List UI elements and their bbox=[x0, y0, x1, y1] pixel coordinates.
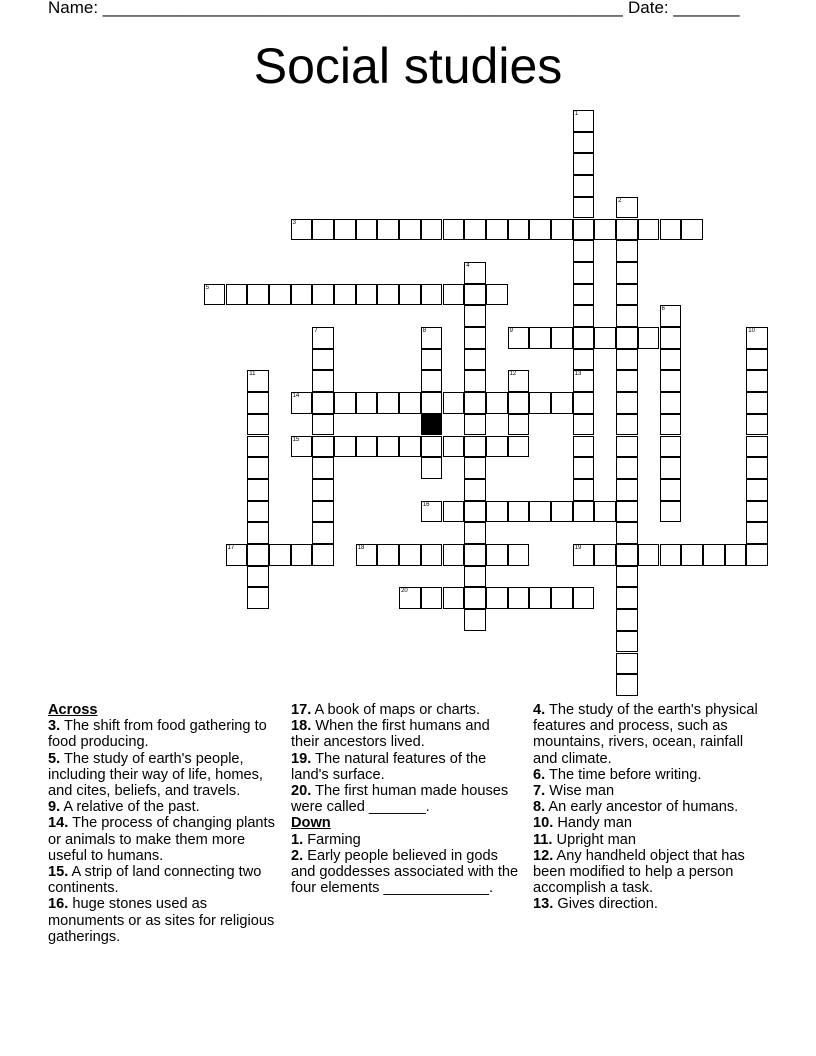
grid-cell[interactable] bbox=[638, 327, 660, 349]
grid-cell[interactable] bbox=[616, 566, 638, 588]
grid-cell[interactable] bbox=[529, 392, 551, 414]
grid-cell[interactable] bbox=[573, 457, 595, 479]
grid-cell[interactable] bbox=[312, 544, 334, 566]
down-clue-list-continued bbox=[533, 702, 763, 913]
grid-cell[interactable] bbox=[703, 544, 725, 566]
grid-cell[interactable] bbox=[312, 522, 334, 544]
clue-number: 14 bbox=[292, 393, 300, 400]
grid-cell[interactable] bbox=[247, 501, 269, 523]
grid-cell[interactable] bbox=[486, 544, 508, 566]
clue-item bbox=[291, 702, 521, 718]
grid-cell[interactable] bbox=[486, 219, 508, 241]
clue-number: 16 bbox=[422, 501, 430, 508]
clue-item-number: 10. bbox=[533, 815, 554, 832]
grid-cell[interactable] bbox=[443, 501, 465, 523]
grid-cell[interactable] bbox=[356, 219, 378, 241]
clue-item bbox=[533, 848, 763, 897]
clue-number: 8 bbox=[422, 328, 427, 334]
grid-cell[interactable] bbox=[399, 392, 421, 414]
grid-cell[interactable] bbox=[508, 392, 530, 414]
grid-cell[interactable] bbox=[660, 305, 682, 327]
grid-cell[interactable] bbox=[486, 284, 508, 306]
grid-cell[interactable] bbox=[464, 305, 486, 327]
grid-cell[interactable] bbox=[616, 674, 638, 696]
grid-cell[interactable] bbox=[660, 414, 682, 436]
grid-cell[interactable] bbox=[616, 370, 638, 392]
clue-number: 17 bbox=[227, 545, 235, 551]
date-field-label: Date: _______ bbox=[628, 0, 740, 17]
grid-cell[interactable] bbox=[573, 305, 595, 327]
grid-cell[interactable] bbox=[529, 587, 551, 609]
grid-cell[interactable] bbox=[616, 197, 638, 219]
grid-cell[interactable] bbox=[573, 436, 595, 458]
clue-item-text: Any handheld object that has been modified to help a person accomplish a task. bbox=[533, 847, 745, 897]
grid-cell[interactable] bbox=[681, 219, 703, 241]
grid-cell[interactable] bbox=[312, 436, 334, 458]
grid-cell[interactable] bbox=[312, 284, 334, 306]
grid-cell[interactable] bbox=[312, 392, 334, 414]
grid-cell[interactable] bbox=[443, 219, 465, 241]
grid-cell[interactable] bbox=[247, 457, 269, 479]
clue-item bbox=[48, 896, 283, 945]
grid-cell[interactable] bbox=[594, 544, 616, 566]
clue-item-number: 5. bbox=[48, 750, 61, 767]
clue-item bbox=[533, 767, 763, 783]
grid-cell[interactable] bbox=[464, 544, 486, 566]
grid-cell[interactable] bbox=[529, 501, 551, 523]
grid-cell[interactable] bbox=[508, 370, 530, 392]
down-clue-list bbox=[291, 832, 521, 897]
grid-cell[interactable] bbox=[508, 436, 530, 458]
clue-item bbox=[48, 815, 283, 864]
grid-cell[interactable] bbox=[486, 392, 508, 414]
grid-cell[interactable] bbox=[464, 349, 486, 371]
grid-cell[interactable] bbox=[247, 436, 269, 458]
grid-cell[interactable] bbox=[660, 479, 682, 501]
grid-cell[interactable] bbox=[247, 392, 269, 414]
grid-cell[interactable] bbox=[573, 349, 595, 371]
clue-item bbox=[291, 832, 521, 848]
grid-cell[interactable] bbox=[746, 392, 768, 414]
clue-number: 13 bbox=[574, 371, 582, 378]
grid-cell[interactable] bbox=[464, 609, 486, 631]
grid-cell[interactable] bbox=[291, 284, 313, 306]
grid-cell[interactable] bbox=[573, 262, 595, 284]
clue-item-text: A strip of land connecting two continents. bbox=[48, 864, 262, 897]
grid-cell[interactable] bbox=[334, 219, 356, 241]
grid-cell[interactable] bbox=[660, 436, 682, 458]
grid-cell[interactable] bbox=[660, 219, 682, 241]
clue-item bbox=[533, 896, 763, 912]
clue-number: 7 bbox=[314, 328, 318, 334]
clue-item-text: The natural features of the land's surface. bbox=[291, 750, 487, 783]
clue-item-number: 2. bbox=[291, 847, 304, 864]
clue-number: 10 bbox=[748, 328, 755, 334]
clue-item-text: The shift from food gathering to food producing. bbox=[48, 718, 267, 751]
clue-item bbox=[48, 864, 283, 896]
grid-cell[interactable] bbox=[421, 370, 443, 392]
grid-cell[interactable] bbox=[573, 414, 595, 436]
grid-cell[interactable] bbox=[508, 587, 530, 609]
grid-cell[interactable] bbox=[573, 392, 595, 414]
grid-cell[interactable] bbox=[616, 631, 638, 653]
clue-item-number: 12. bbox=[533, 847, 554, 864]
grid-cell[interactable] bbox=[746, 436, 768, 458]
grid-cell[interactable] bbox=[486, 587, 508, 609]
grid-cell[interactable] bbox=[508, 327, 530, 349]
grid-cell[interactable] bbox=[226, 284, 248, 306]
grid-cell[interactable] bbox=[377, 436, 399, 458]
grid-cell[interactable] bbox=[486, 436, 508, 458]
grid-cell[interactable] bbox=[421, 284, 443, 306]
grid-cell[interactable] bbox=[746, 457, 768, 479]
grid-cell[interactable] bbox=[443, 392, 465, 414]
grid-cell[interactable] bbox=[464, 284, 486, 306]
grid-cell[interactable] bbox=[421, 327, 443, 349]
grid-cell[interactable] bbox=[269, 544, 291, 566]
grid-cell[interactable] bbox=[616, 327, 638, 349]
grid-cell[interactable] bbox=[269, 284, 291, 306]
grid-cell[interactable] bbox=[573, 370, 595, 392]
grid-cell[interactable] bbox=[551, 327, 573, 349]
clue-number: 5 bbox=[205, 284, 210, 291]
grid-cell[interactable] bbox=[421, 501, 443, 523]
grid-cell[interactable] bbox=[334, 284, 356, 306]
clue-number: 2 bbox=[618, 197, 622, 204]
grid-cell[interactable] bbox=[660, 544, 682, 566]
clue-item-number: 6. bbox=[533, 766, 546, 783]
grid-cell[interactable] bbox=[291, 436, 313, 458]
clue-item-number: 13. bbox=[533, 896, 554, 913]
grid-cell[interactable] bbox=[746, 479, 768, 501]
grid-cell[interactable] bbox=[464, 414, 486, 436]
grid-cell[interactable] bbox=[508, 544, 530, 566]
clue-item-text: The first human made houses were called _______. bbox=[291, 783, 509, 816]
grid-cell[interactable] bbox=[312, 479, 334, 501]
grid-cell[interactable] bbox=[247, 284, 269, 306]
clue-item bbox=[48, 751, 283, 800]
grid-cell[interactable] bbox=[573, 501, 595, 523]
grid-cell[interactable] bbox=[573, 110, 595, 132]
grid-cell[interactable] bbox=[291, 392, 313, 414]
grid-cell[interactable] bbox=[421, 587, 443, 609]
grid-cell[interactable] bbox=[464, 219, 486, 241]
grid-cell[interactable] bbox=[247, 587, 269, 609]
grid-cell[interactable] bbox=[399, 219, 421, 241]
grid-cell[interactable] bbox=[464, 566, 486, 588]
grid-cell[interactable] bbox=[660, 392, 682, 414]
grid-cell[interactable] bbox=[594, 219, 616, 241]
grid-cell[interactable] bbox=[660, 349, 682, 371]
grid-cell[interactable] bbox=[573, 219, 595, 241]
clue-item bbox=[291, 783, 521, 815]
grid-cell[interactable] bbox=[377, 544, 399, 566]
clue-item bbox=[533, 832, 763, 848]
clue-item-text: The study of the earth's physical features and process, such as mountains, rivers, ocean, rainfall and climate. bbox=[533, 702, 758, 767]
grid-cell[interactable] bbox=[399, 284, 421, 306]
clues-column-3 bbox=[533, 702, 763, 913]
grid-cell[interactable] bbox=[551, 501, 573, 523]
clue-number: 11 bbox=[249, 371, 256, 378]
grid-cell[interactable] bbox=[356, 436, 378, 458]
grid-cell[interactable] bbox=[638, 544, 660, 566]
grid-cell[interactable] bbox=[247, 522, 269, 544]
grid-cell[interactable] bbox=[616, 392, 638, 414]
grid-cell[interactable] bbox=[616, 436, 638, 458]
clue-item bbox=[533, 815, 763, 831]
across-clue-list-continued bbox=[291, 702, 521, 815]
clue-item-number: 20. bbox=[291, 783, 312, 800]
grid-cell[interactable] bbox=[508, 219, 530, 241]
grid-cell[interactable] bbox=[464, 522, 486, 544]
grid-cell[interactable] bbox=[746, 370, 768, 392]
grid-cell[interactable] bbox=[421, 349, 443, 371]
grid-cell[interactable] bbox=[464, 501, 486, 523]
clue-number: 12 bbox=[509, 371, 517, 378]
clue-number: 20 bbox=[401, 588, 408, 595]
grid-cell[interactable] bbox=[312, 414, 334, 436]
clue-item-number: 11. bbox=[533, 831, 553, 848]
grid-cell[interactable] bbox=[291, 544, 313, 566]
clue-item-text: Handy man bbox=[553, 815, 632, 832]
blocked-cell bbox=[421, 414, 443, 436]
grid-cell[interactable] bbox=[356, 544, 378, 566]
grid-cell[interactable] bbox=[746, 522, 768, 544]
grid-cell[interactable] bbox=[638, 219, 660, 241]
grid-cell[interactable] bbox=[551, 219, 573, 241]
grid-cell[interactable] bbox=[204, 284, 226, 306]
grid-cell[interactable] bbox=[616, 219, 638, 241]
grid-cell[interactable] bbox=[746, 349, 768, 371]
across-clue-list bbox=[48, 718, 283, 945]
grid-cell[interactable] bbox=[616, 305, 638, 327]
grid-cell[interactable] bbox=[486, 501, 508, 523]
grid-cell[interactable] bbox=[508, 414, 530, 436]
clue-item bbox=[291, 848, 521, 897]
across-heading: Across bbox=[48, 702, 98, 718]
clue-item-text: The process of changing plants or animals to make them more useful to humans. bbox=[48, 815, 275, 864]
clue-number: 19 bbox=[574, 545, 582, 551]
grid-cell[interactable] bbox=[377, 392, 399, 414]
grid-cell[interactable] bbox=[443, 587, 465, 609]
clue-item-number: 3. bbox=[48, 718, 61, 735]
clue-item-number: 15. bbox=[48, 864, 69, 881]
clue-item-number: 9. bbox=[48, 799, 61, 816]
clue-item-text: huge stones used as monuments or as sites for religious gatherings. bbox=[48, 896, 275, 945]
clue-item-number: 14. bbox=[48, 815, 69, 832]
grid-cell[interactable] bbox=[334, 392, 356, 414]
clue-item-number: 16. bbox=[48, 896, 69, 913]
clue-number: 4 bbox=[466, 262, 470, 269]
clue-item-number: 7. bbox=[533, 783, 546, 800]
grid-cell[interactable] bbox=[660, 501, 682, 523]
clue-item bbox=[291, 751, 521, 783]
clue-item-text: Farming bbox=[303, 831, 361, 848]
grid-cell[interactable] bbox=[616, 284, 638, 306]
clue-item-text: Gives direction. bbox=[553, 896, 658, 913]
grid-cell[interactable] bbox=[573, 175, 595, 197]
grid-cell[interactable] bbox=[616, 457, 638, 479]
grid-cell[interactable] bbox=[247, 544, 269, 566]
grid-cell[interactable] bbox=[616, 479, 638, 501]
clue-item-text: A relative of the past. bbox=[60, 799, 200, 816]
grid-cell[interactable] bbox=[681, 544, 703, 566]
clue-item-text: The study of earth's people, including their way of life, homes, and cites, beliefs, and travels. bbox=[48, 750, 263, 800]
grid-cell[interactable] bbox=[616, 544, 638, 566]
grid-cell[interactable] bbox=[464, 587, 486, 609]
grid-cell[interactable] bbox=[464, 457, 486, 479]
grid-cell[interactable] bbox=[421, 392, 443, 414]
grid-cell[interactable] bbox=[443, 284, 465, 306]
grid-cell[interactable] bbox=[421, 544, 443, 566]
clue-item-text: An early ancestor of humans. bbox=[545, 799, 739, 816]
grid-cell[interactable] bbox=[421, 219, 443, 241]
clue-item bbox=[533, 702, 763, 767]
grid-cell[interactable] bbox=[746, 414, 768, 436]
clue-number: 9 bbox=[509, 328, 513, 334]
clue-number: 1 bbox=[574, 111, 579, 117]
clue-item-number: 17. bbox=[291, 702, 312, 718]
grid-cell[interactable] bbox=[616, 653, 638, 675]
grid-cell[interactable] bbox=[725, 544, 747, 566]
grid-cell[interactable] bbox=[312, 327, 334, 349]
grid-cell[interactable] bbox=[247, 414, 269, 436]
grid-cell[interactable] bbox=[464, 479, 486, 501]
grid-cell[interactable] bbox=[421, 457, 443, 479]
grid-cell[interactable] bbox=[247, 479, 269, 501]
grid-cell[interactable] bbox=[616, 587, 638, 609]
grid-cell[interactable] bbox=[312, 501, 334, 523]
clue-item bbox=[533, 783, 763, 799]
grid-cell[interactable] bbox=[247, 566, 269, 588]
page-title: Social studies bbox=[253, 38, 563, 94]
grid-cell[interactable] bbox=[616, 262, 638, 284]
grid-cell[interactable] bbox=[464, 436, 486, 458]
grid-cell[interactable] bbox=[247, 370, 269, 392]
grid-cell[interactable] bbox=[746, 544, 768, 566]
clues-column-1 bbox=[48, 702, 283, 945]
clue-item-text: The time before writing. bbox=[545, 766, 702, 783]
grid-cell[interactable] bbox=[226, 544, 248, 566]
clue-item-text: A book of maps or charts. bbox=[311, 702, 481, 718]
grid-cell[interactable] bbox=[377, 219, 399, 241]
grid-cell[interactable] bbox=[464, 327, 486, 349]
grid-cell[interactable] bbox=[312, 370, 334, 392]
grid-cell[interactable] bbox=[356, 392, 378, 414]
grid-cell[interactable] bbox=[573, 197, 595, 219]
name-field-label: Name: _______________________________________________________ bbox=[48, 0, 623, 17]
clue-item-text: Upright man bbox=[552, 831, 637, 848]
grid-cell[interactable] bbox=[746, 327, 768, 349]
grid-cell[interactable] bbox=[443, 544, 465, 566]
grid-cell[interactable] bbox=[616, 349, 638, 371]
grid-cell[interactable] bbox=[573, 132, 595, 154]
grid-cell[interactable] bbox=[573, 284, 595, 306]
clue-item bbox=[291, 718, 521, 750]
grid-cell[interactable] bbox=[312, 457, 334, 479]
clue-item-text: Early people believed in gods and goddesses associated with the four elements _____________. bbox=[291, 847, 519, 897]
clue-item-number: 19. bbox=[291, 750, 312, 767]
grid-cell[interactable] bbox=[594, 501, 616, 523]
grid-cell[interactable] bbox=[291, 219, 313, 241]
clue-number: 18 bbox=[357, 545, 365, 551]
grid-cell[interactable] bbox=[616, 609, 638, 631]
grid-cell[interactable] bbox=[443, 436, 465, 458]
grid-cell[interactable] bbox=[377, 284, 399, 306]
grid-cell[interactable] bbox=[551, 392, 573, 414]
grid-cell[interactable] bbox=[573, 479, 595, 501]
grid-cell[interactable] bbox=[573, 327, 595, 349]
grid-cell[interactable] bbox=[616, 501, 638, 523]
grid-cell[interactable] bbox=[660, 370, 682, 392]
grid-cell[interactable] bbox=[616, 240, 638, 262]
grid-cell[interactable] bbox=[573, 240, 595, 262]
grid-cell[interactable] bbox=[399, 587, 421, 609]
clue-item-number: 1. bbox=[291, 831, 304, 848]
grid-cell[interactable] bbox=[508, 501, 530, 523]
grid-cell[interactable] bbox=[746, 501, 768, 523]
grid-cell[interactable] bbox=[573, 544, 595, 566]
clue-number: 15 bbox=[292, 436, 300, 443]
grid-cell[interactable] bbox=[312, 349, 334, 371]
grid-cell[interactable] bbox=[399, 544, 421, 566]
clue-number: 3 bbox=[292, 219, 296, 226]
grid-cell[interactable] bbox=[660, 327, 682, 349]
grid-cell[interactable] bbox=[464, 370, 486, 392]
clue-item bbox=[533, 799, 763, 815]
clue-item-number: 18. bbox=[291, 718, 312, 735]
clues-column-2 bbox=[291, 702, 521, 896]
grid-cell[interactable] bbox=[573, 153, 595, 175]
grid-cell[interactable] bbox=[594, 327, 616, 349]
grid-cell[interactable] bbox=[529, 327, 551, 349]
clue-item bbox=[48, 718, 283, 750]
grid-cell[interactable] bbox=[616, 522, 638, 544]
grid-cell[interactable] bbox=[529, 219, 551, 241]
clue-item-number: 4. bbox=[533, 702, 546, 718]
grid-cell[interactable] bbox=[464, 262, 486, 284]
clue-number: 6 bbox=[661, 306, 665, 313]
down-heading: Down bbox=[291, 815, 331, 832]
grid-cell[interactable] bbox=[399, 436, 421, 458]
grid-cell[interactable] bbox=[312, 219, 334, 241]
grid-cell[interactable] bbox=[573, 587, 595, 609]
clue-item-text: Wise man bbox=[545, 783, 615, 800]
clue-item bbox=[48, 799, 283, 815]
grid-cell[interactable] bbox=[616, 414, 638, 436]
grid-cell[interactable] bbox=[464, 392, 486, 414]
clue-item-number: 8. bbox=[533, 799, 546, 816]
grid-cell[interactable] bbox=[334, 436, 356, 458]
grid-cell[interactable] bbox=[356, 284, 378, 306]
grid-cell[interactable] bbox=[421, 436, 443, 458]
grid-cell[interactable] bbox=[551, 587, 573, 609]
clue-item-text: When the first humans and their ancestors lived. bbox=[291, 718, 490, 751]
grid-cell[interactable] bbox=[660, 457, 682, 479]
